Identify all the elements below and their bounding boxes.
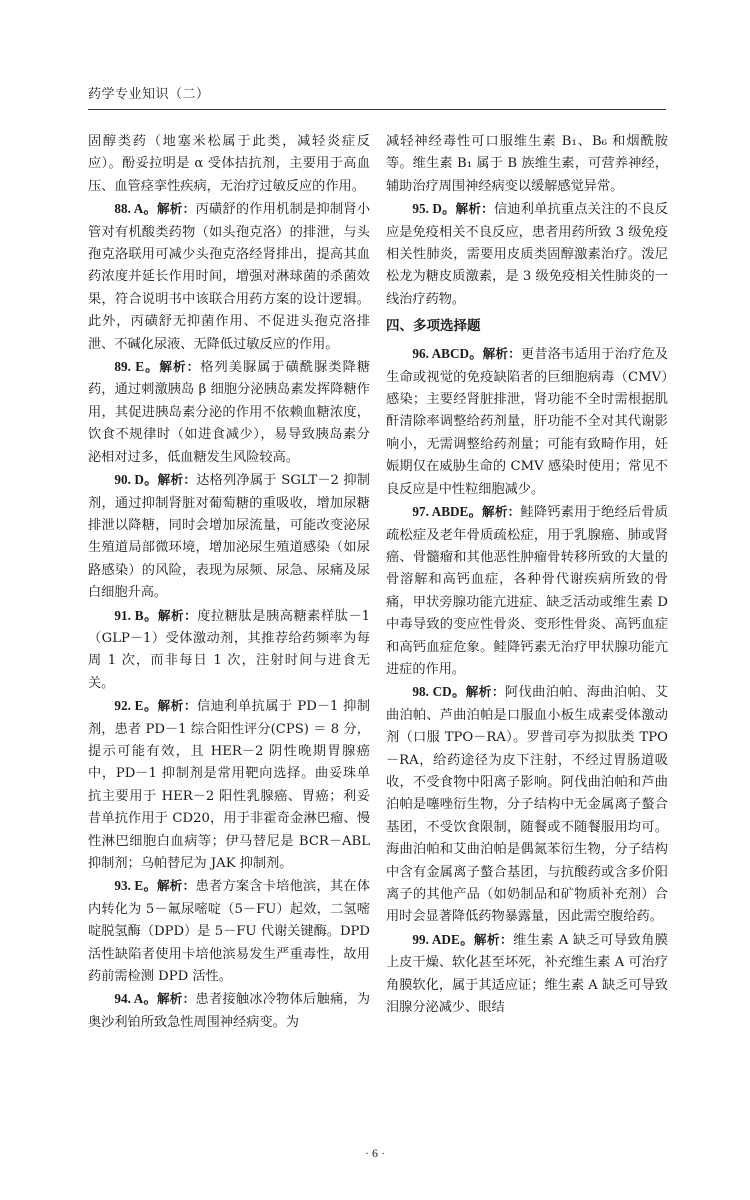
answer-paragraph: [88, 695, 370, 875]
paragraph-text: 度拉糖肽是胰高糖素样肽－1（GLP－1）受体激动剂，其推荐给药频率为每周 1 次，而非每日 1 次，注射时间与进食无关。: [88, 608, 371, 691]
separator: 。: [143, 991, 157, 1007]
answer-paragraph: [386, 131, 668, 198]
analysis-label: 解析：: [482, 504, 521, 520]
paragraph-text: 格列美脲属于磺酰脲类降糖药，通过刺激胰岛 β 细胞分泌胰岛素发挥降糖作用，其促进胰岛素分泌的作用不依赖血糖浓度，饮食不规律时（如进食减少），易导致胰岛素分泌相对过多，低血糖发生风险较高。: [88, 360, 371, 465]
analysis-label: 解析：: [157, 607, 198, 623]
header-title: 药学专业知识（二）: [88, 87, 210, 102]
paragraph-text: 患者方案含卡培他滨，其在体内转化为 5－氟尿嘧啶（5－FU）起效，二氢嘧啶脱氢酶（DPD）是 5－FU 代谢关键酶。DPD 活性缺陷者使用卡培他滨易发生严重毒性，故用药前需检测 DPD 活性。: [88, 879, 371, 985]
answer-paragraph: [386, 343, 668, 501]
separator: 。: [468, 504, 482, 520]
paragraph-text: 减轻神经毒性可口服维生素 B₁、B₆ 和烟酰胺等。维生素 B₁ 属于 B 族维生素，可营养神经，辅助治疗周围神经病变以缓解感觉异常。: [386, 134, 668, 194]
paragraph-text: 信迪利单抗属于 PD－1 抑制剂，患者 PD－1 综合阳性评分(CPS) ＝ 8 分，提示可能有效，且 HER－2 阴性晚期胃腺癌中，PD－1 抑制剂是常用靶向选择。曲妥珠单抗主要用于 HER－2 阳性乳腺癌、胃癌；利妥昔单抗作用于 CD20，用于非霍奇金淋巴瘤、慢性淋巴细胞白血病等；伊马替尼是 BCR－ABL 抑制剂；乌帕替尼为 JAK 抑制剂。: [88, 699, 371, 871]
analysis-label: 解析：: [156, 991, 196, 1007]
separator: 。: [143, 472, 158, 488]
analysis-label: 解析：: [473, 931, 514, 947]
question-number: 88. A: [114, 201, 144, 217]
answer-paragraph: [386, 929, 668, 1020]
question-number: 92. E: [114, 698, 144, 714]
question-number: 89. E: [114, 359, 145, 375]
answer-paragraph: [88, 131, 370, 198]
analysis-label: 解析：: [455, 201, 494, 217]
question-number: 97. ABDE: [412, 504, 469, 520]
question-number: 99. ADE: [412, 931, 460, 947]
paragraph-text: 更昔洛韦适用于治疗危及生命或视觉的免疫缺陷者的巨细胞病毒（CMV）感染；主要经肾脏排泄，肾功能不全时需根据肌酐清除率调整给药剂量，肝功能不全对其代谢影响小，无需调整给药剂量；可能有致畸作用，妊娠期仅在威胁生命的 CMV 感染时使用；常见不良反应是中性粒细胞减少。: [386, 347, 669, 497]
paragraph-text: 鲑降钙素用于绝经后骨质疏松症及老年骨质疏松症，用于乳腺癌、肺或肾癌、骨髓瘤和其他恶性肿瘤骨转移所致的大量的骨溶解和高钙血症，各种骨代谢疾病所致的骨痛，甲状旁腺功能亢进症、缺乏活动或维生素 D 中毒导致的变应性骨炎、变形性骨炎、高钙血症和高钙血症危象。鲑降钙素无治疗甲状腺功能亢进症的作用。: [386, 505, 668, 677]
paragraph-text: 丙磺舒的作用机制是抑制肾小管对有机酸类药物（如头孢克洛）的排泄，与头孢克洛联用可减少头孢克洛经肾排出，提高其血药浓度并延长作用时间，增强对淋球菌的杀菌效果，符合说明书中该联合用药方案的设计逻辑。此外，丙磺舒无抑菌作用、不促进头孢克洛排泄、不碱化尿液、无降低过敏反应的作用。: [88, 202, 371, 352]
analysis-label: 解析：: [156, 878, 196, 894]
separator: 。: [469, 346, 483, 362]
answer-paragraph: [88, 469, 370, 604]
separator: 。: [143, 201, 157, 217]
analysis-label: 解析：: [482, 346, 521, 362]
answer-paragraph: [88, 988, 370, 1034]
section-heading: 四、多项选择题: [386, 318, 481, 335]
right-column: [386, 131, 668, 1019]
question-number: 96. ABCD: [412, 346, 470, 362]
separator: 。: [441, 201, 456, 217]
question-number: 91. B: [114, 607, 144, 623]
question-number: 98. CD: [412, 684, 452, 700]
paragraph-text: 达格列净属于 SGLT－2 抑制剂，通过抑制肾脏对葡萄糖的重吸收，增加尿糖排泄以降糖，同时会增加尿流量，可能改变泌尿生殖道局部微环境，增加泌尿生殖道感染（如尿路感染）的风险，表现为尿频、尿急、尿痛及尿白细胞升高。: [88, 473, 370, 601]
running-header: [88, 86, 666, 110]
question-number: 95. D: [412, 201, 442, 217]
answer-paragraph: [386, 681, 668, 928]
paragraph-text: 信迪利单抗重点关注的不良反应是免疫相关不良反应，患者用药所致 3 级免疫相关性肺炎，需要用皮质类固醇激素治疗。泼尼松龙为糖皮质激素，是 3 级免疫相关性肺炎的一线治疗药物。: [386, 202, 669, 307]
left-column: [88, 131, 370, 1034]
paragraph-text: 患者接触冰冷物体后触痛，为奥沙利铂所致急性周围神经病变。为: [88, 992, 371, 1030]
separator: 。: [459, 931, 474, 947]
analysis-label: 解析：: [156, 201, 196, 217]
answer-paragraph: [88, 875, 370, 988]
paragraph-text: 阿伐曲泊帕、海曲泊帕、艾曲泊帕、芦曲泊帕是口服血小板生成素受体激动剂（口服 TPO－RA）。罗普司亭为拟肽类 TPO－RA，给药途径为皮下注射，不经过胃肠道吸收，不受食物中阳离子影响。阿伐曲泊帕和芦曲泊帕是噻唑衍生物，分子结构中无金属离子螯合基团，不受饮食限制，随餐或不随餐服用均可。海曲泊帕和艾曲泊帕是偶氮苯衍生物，分子结构中含有金属离子螯合基团，与抗酸药或含多价阳离子的其他产品（如奶制品和矿物质补充剂）合用时会显著降低药物暴露量，因此需空腹给药。: [386, 685, 669, 925]
question-number: 90. D: [114, 472, 144, 488]
separator: 。: [451, 684, 466, 700]
question-number: 93. E: [114, 878, 144, 894]
page-number: · 6 ·: [365, 1146, 385, 1160]
answer-paragraph: [88, 198, 370, 356]
separator: 。: [143, 698, 158, 714]
question-number: 94. A: [114, 991, 144, 1007]
analysis-label: 解析：: [465, 684, 505, 700]
paragraph-text: 固醇类药（地塞米松属于此类，减轻炎症反应）。酚妥拉明是 α 受体拮抗剂，主要用于高血压、血管痉挛性疾病，无治疗过敏反应的作用。: [88, 134, 370, 194]
separator: 。: [144, 359, 160, 375]
answer-paragraph: [386, 198, 668, 311]
paragraph-text: 维生素 A 缺乏可导致角膜上皮干燥、软化甚至坏死，补充维生素 A 可治疗角膜软化，属于其适应证；维生素 A 缺乏可导致泪腺分泌减少、眼结: [386, 932, 668, 1016]
analysis-label: 解析：: [157, 472, 197, 488]
separator: 。: [143, 878, 157, 894]
answer-paragraph: [88, 605, 370, 696]
analysis-label: 解析：: [157, 698, 197, 714]
answer-paragraph: [386, 501, 668, 681]
separator: 。: [143, 607, 158, 623]
analysis-label: 解析：: [159, 359, 201, 375]
answer-paragraph: [88, 356, 370, 469]
